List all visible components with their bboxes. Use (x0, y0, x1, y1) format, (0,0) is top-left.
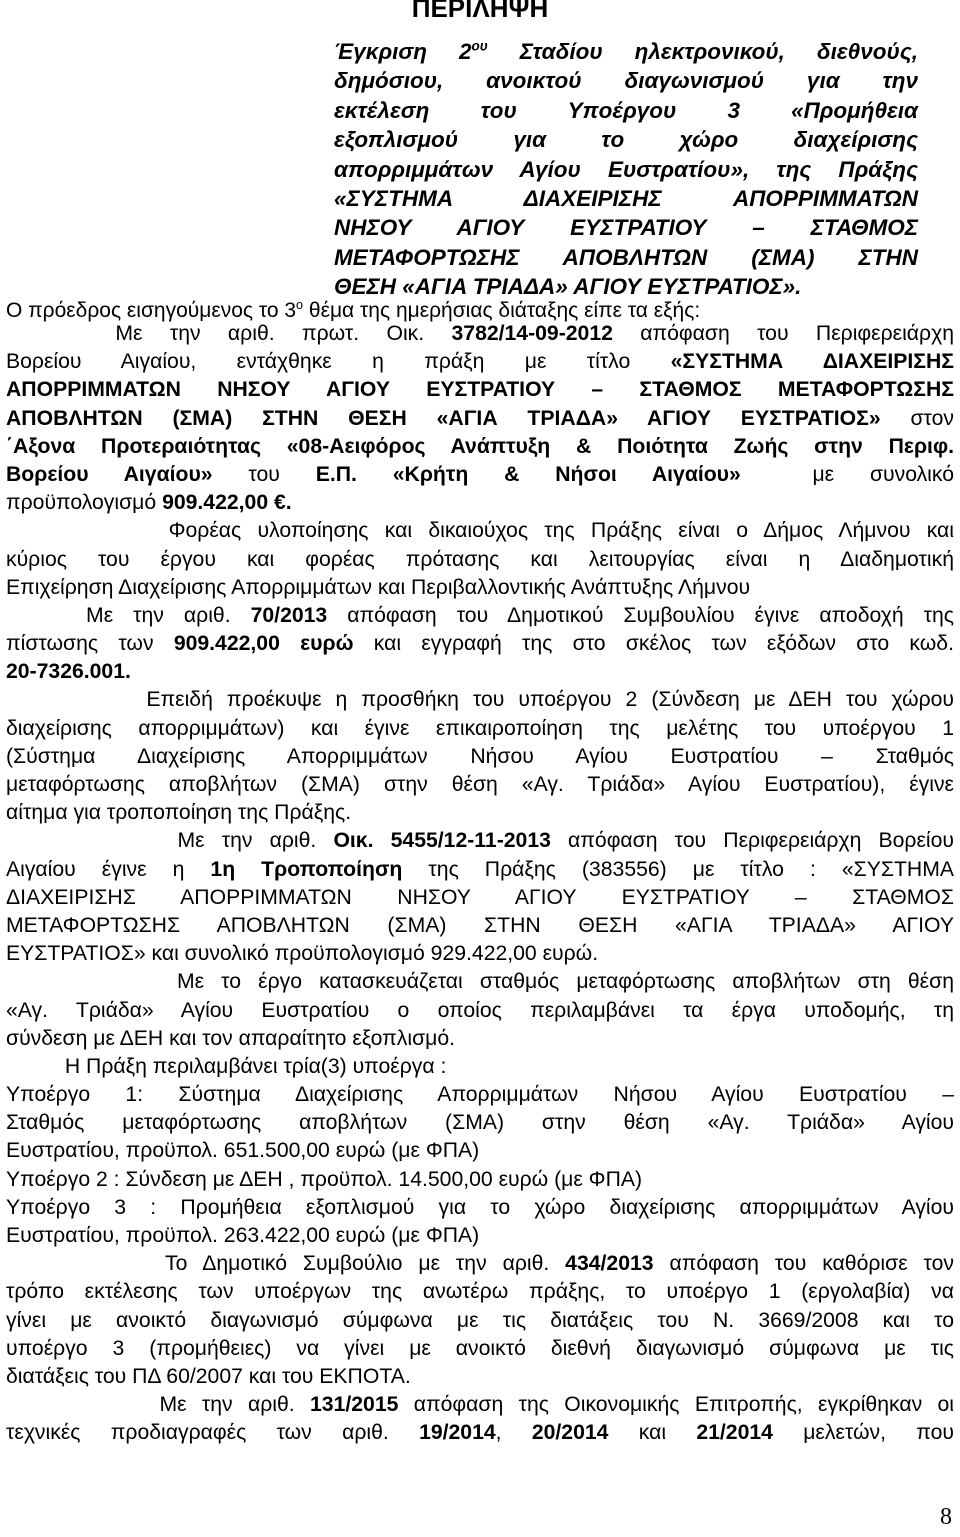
text-run: κύριος του έργου και φορέας πρότασης και λειτουργίας είναι η Διαδημοτική (6, 547, 954, 571)
text-run: Με την αριθ. πρωτ. Οικ. (6, 322, 452, 345)
body-line (6, 1137, 954, 1165)
text-run: απόφαση του Περιφερειάρχη (612, 322, 954, 345)
body-line (6, 1166, 954, 1194)
summary-line: ΘΕΣΗ «ΑΓΙΑ ΤΡΙΑΔΑ» ΑΓΙΟΥ ΕΥΣΤΡΑΤΙΟΣ». (334, 274, 802, 300)
body-line (6, 1109, 954, 1137)
text-run: τρόπο εκτέλεσης των υποέργων της ανωτέρω πράξης, το υποέργο 1 (εργολαβία) να (6, 1280, 954, 1304)
summary-line: εκτέλεση του Υποέργου 3 «Προμήθεια (334, 97, 918, 123)
summary-block (334, 37, 918, 302)
body-line (6, 686, 954, 714)
bold-text: 3782/14-09-2012 (451, 322, 613, 345)
bold-text: 20-7326.001. (6, 660, 131, 684)
bold-text: Ε.Π. «Κρήτη & Νήσοι Αιγαίου» (315, 462, 741, 486)
bold-text: 70/2013 (250, 603, 328, 627)
summary-line: δημόσιου, ανοικτού διαγωνισμού για την (334, 68, 918, 94)
bold-text: 909.422,00 €. (162, 491, 292, 515)
body-line (6, 1081, 954, 1109)
bold-text: ΑΠΟΡΡΙΜΜΑΤΩΝ ΝΗΣΟΥ ΑΓΙΟΥ ΕΥΣΤΡΑΤΙΟΥ – ΣΤΑΘΜΟΣ ΜΕΤΑΦΟΡΤΩΣΗΣ (6, 378, 954, 402)
body-line (6, 997, 954, 1025)
text-run: (Σύστημα Διαχείρισης Απορριμμάτων Νήσου Αγίου Ευστρατίου – Σταθμός (6, 744, 954, 768)
body-line (6, 546, 954, 574)
page-number: 8 (940, 1504, 952, 1530)
text-run: ΔΙΑΧΕΙΡΙΣΗΣ ΑΠΟΡΡΙΜΜΑΤΩΝ ΝΗΣΟΥ ΑΓΙΟΥ ΕΥΣΤΡΑΤΙΟΥ – ΣΤΑΘΜΟΣ (6, 885, 954, 909)
text-run: Αιγαίου έγινε η (6, 857, 211, 881)
body-line (6, 856, 954, 884)
text-run: απόφαση της Οικονομικής Επιτροπής, εγκρίθηκαν οι (398, 1393, 955, 1417)
body-line (6, 574, 954, 602)
text-run: απόφαση του Περιφερειάρχη Βορείου (550, 829, 955, 853)
body-line (6, 884, 954, 912)
summary-line: εξοπλισμού για το χώρο διαχείρισης (334, 127, 918, 153)
bold-text: 19/2014 (419, 1421, 496, 1445)
body-line (6, 1363, 954, 1391)
body-line (6, 912, 954, 940)
body-line (6, 771, 954, 799)
bold-text: 20/2014 (531, 1421, 609, 1445)
text-run: ΜΕΤΑΦΟΡΤΩΣΗΣ ΑΠΟΒΛΗΤΩΝ (ΣΜΑ) ΣΤΗΝ ΘΕΣΗ «ΑΓΙΑ ΤΡΙΑΔΑ» ΑΓΙΟΥ (6, 913, 954, 937)
body-line (6, 433, 954, 461)
body-line (6, 320, 954, 348)
text-run: γίνει με ανοικτό διαγωνισμό σύμφωνα με τις διατάξεις του Ν. 3669/2008 και το (6, 1308, 954, 1332)
bold-text: 21/2014 (696, 1421, 773, 1445)
body-line (6, 827, 954, 855)
text-run: Με την αριθ. (6, 1393, 311, 1417)
text-run: απόφαση του Δημοτικού Συμβουλίου έγινε αποδοχή της (327, 603, 954, 627)
body-line (6, 517, 954, 545)
text-run: Επειδή προέκυψε η προσθήκη του υποέργου 2 (Σύνδεση με ΔΕΗ του χώρου (6, 688, 954, 712)
text-run: σύνδεση με ΔΕΗ και τον απαραίτητο εξοπλισμό. (6, 1026, 456, 1050)
text-run: μελετών, που (772, 1421, 954, 1445)
text-run: Φορέας υλοποίησης και δικαιούχος της Πράξης είναι ο Δήμος Λήμνου και (6, 519, 954, 543)
body-line (6, 1278, 954, 1306)
text-run: μεταφόρτωσης αποβλήτων (ΣΜΑ) στην θέση «Αγ. Τριάδα» Αγίου Ευστρατίου), έγινε (6, 773, 954, 796)
bold-text: 434/2013 (565, 1252, 654, 1276)
body-line (6, 940, 954, 968)
bold-text: ΑΠΟΒΛΗΤΩΝ (ΣΜΑ) ΣΤΗΝ ΘΕΣΗ «ΑΓΙΑ ΤΡΙΑΔΑ» ΑΓΙΟΥ ΕΥΣΤΡΑΤΙΟΣ» (6, 406, 881, 430)
body-line (6, 743, 954, 771)
body-line (6, 1025, 954, 1053)
text-run: τεχνικές προδιαγραφές των αριθ. (6, 1421, 420, 1445)
text-run: προϋπολογισμό (6, 491, 163, 515)
text-run: του (212, 462, 316, 486)
page-title: ΠΕΡΙΛΗΨΗ (411, 0, 549, 23)
bold-text: Βορείου Αιγαίου» (6, 462, 213, 486)
body-line (6, 376, 954, 404)
summary-line: «ΣΥΣΤΗΜΑ ΔΙΑΧΕΙΡΙΣΗΣ ΑΠΟΡΡΙΜΜΑΤΩΝ (334, 186, 918, 212)
body-line (6, 1335, 954, 1363)
summary-line: απορριμμάτων Αγίου Ευστρατίου», της Πράξης (334, 156, 918, 182)
bold-text: ΄Αξονα Προτεραιότητας «08-Αειφόρος Ανάπτυξη & Ποιότητα Ζωής στην Περιφ. (6, 434, 954, 458)
text-run: πίστωσης των (6, 632, 174, 656)
body-line (6, 799, 954, 827)
text-run: Βορείου Αιγαίου, εντάχθηκε η πράξη με τίτλο (6, 350, 671, 374)
text-run: Με την αριθ. (6, 603, 251, 627)
text-run: αίτημα για τροποποίηση της Πράξης. (6, 801, 352, 825)
summary-line: Έγκριση $2^{o\upsilon}$ Σταδίου ηλεκτρονικού, διεθνούς, (334, 38, 918, 64)
text-run: , (495, 1421, 532, 1445)
text-run: ΕΥΣΤΡΑΤΙΟΣ» και συνολικό προϋπολογισμό 929.422,00 ευρώ. (6, 942, 599, 966)
text-run: Η Πράξη περιλαμβάνει τρία(3) υποέργα : (6, 1054, 447, 1078)
text-run: απόφαση του καθόρισε τον (653, 1252, 954, 1276)
body-line (6, 1222, 954, 1250)
text-run: υποέργο 3 (προμήθειες) να γίνει με ανοικτό διεθνή διαγωνισμό σύμφωνα με τις (6, 1336, 954, 1360)
bold-text: 131/2015 (310, 1393, 399, 1417)
body-line (6, 489, 954, 517)
body-line (6, 715, 954, 743)
body-line (6, 1391, 954, 1419)
body-line (6, 630, 954, 658)
bold-text: 1η Τροποποίηση (210, 857, 403, 881)
text-run: Με το έργο κατασκευάζεται σταθμός μεταφόρτωσης αποβλήτων στη θέση (6, 970, 954, 994)
body-line (6, 968, 954, 996)
intro-line: Ο πρόεδρος εισηγούμενος το $3^o$ θέμα της ημερήσιας διάταξης είπε τα εξής: (6, 298, 701, 322)
summary-line: ΝΗΣΟΥ ΑΓΙΟΥ ΕΥΣΤΡΑΤΙΟΥ – ΣΤΑΘΜΟΣ (334, 215, 918, 241)
text-run: Σταθμός μεταφόρτωσης αποβλήτων (ΣΜΑ) στην θέση «Αγ. Τριάδα» Αγίου (6, 1111, 954, 1135)
text-run: Υποέργο 2 : Σύνδεση με ΔΕΗ , προϋπολ. 14.500,00 ευρώ (με ΦΠΑ) (6, 1167, 643, 1191)
text-run: Ευστρατίου, προϋπολ. 263.422,00 ευρώ (με ΦΠΑ) (6, 1224, 480, 1247)
bold-text: «ΣΥΣΤΗΜΑ ΔΙΑΧΕΙΡΙΣΗΣ (670, 350, 955, 374)
text-run: με συνολικό (740, 462, 955, 486)
body-line (6, 348, 954, 376)
text-run: διατάξεις του ΠΔ 60/2007 και του ΕΚΠΟΤΑ. (6, 1364, 411, 1388)
body-line (6, 1053, 954, 1081)
body-line (6, 1250, 954, 1278)
text-run: Υποέργο 1: Σύστημα Διαχείρισης Απορριμμάτων Νήσου Αγίου Ευστρατίου – (6, 1083, 954, 1107)
body-line (6, 1419, 954, 1447)
text-run: «Αγ. Τριάδα» Αγίου Ευστρατίου ο οποίος περιλαμβάνει τα έργα υποδομής, τη (6, 998, 954, 1022)
text-run: Το Δημοτικό Συμβούλιο με την αριθ. (6, 1252, 566, 1276)
body-line (6, 658, 954, 686)
text-run: Ευστρατίου, προϋπολ. 651.500,00 ευρώ (με ΦΠΑ) (6, 1139, 480, 1163)
summary-line: ΜΕΤΑΦΟΡΤΩΣΗΣ ΑΠΟΒΛΗΤΩΝ (ΣΜΑ) ΣΤΗΝ (334, 244, 918, 270)
body-line (6, 602, 954, 630)
bold-text: Οικ. 5455/12-11-2013 (333, 829, 551, 853)
bold-text: 909.422,00 ευρώ (173, 632, 354, 656)
body-line (6, 461, 954, 489)
text-run: Υποέργο 3 : Προμήθεια εξοπλισμού για το χώρο διαχείρισης απορριμμάτων Αγίου (6, 1195, 954, 1219)
text-run: της Πράξης (383556) με τίτλο : «ΣΥΣΤΗΜΑ (402, 857, 954, 881)
body-line (6, 405, 954, 433)
text-run: διαχείρισης απορριμμάτων) και έγινε επικαιροποίηση της μελέτης του υποέργου 1 (6, 716, 954, 740)
body-line (6, 1307, 954, 1335)
text-run: Με την αριθ. (6, 829, 334, 853)
text-run: Επιχείρηση Διαχείρισης Απορριμμάτων και Περιβαλλοντικής Ανάπτυξης Λήμνου (6, 575, 751, 599)
text-run: και εγγραφή της στο σκέλος των εξόδων στο κωδ. (353, 632, 954, 656)
text-run: και (608, 1421, 697, 1445)
body-text (6, 320, 954, 1448)
body-line (6, 1194, 954, 1222)
text-run: στον (880, 406, 954, 430)
